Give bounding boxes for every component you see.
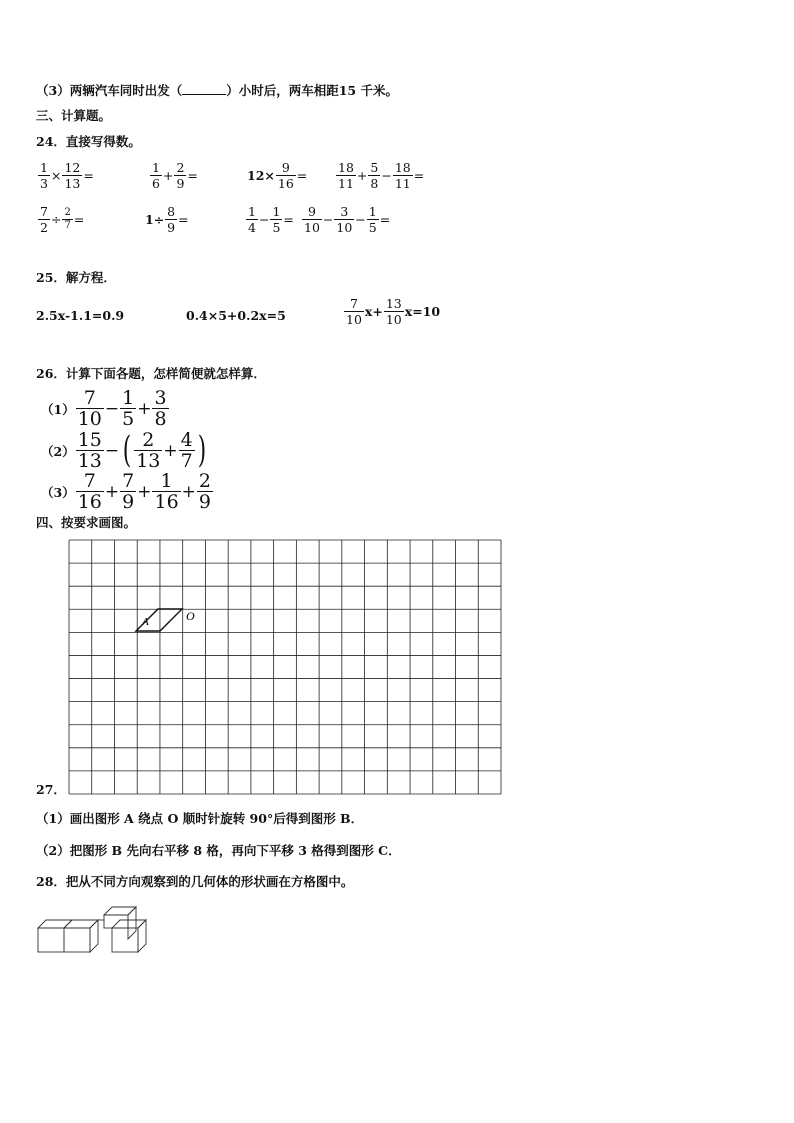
q24-r1a: $\frac{1}{3}$ × $\frac{12}{13}$ = [40,160,94,191]
q23-3-prefix: （3）两辆汽车同时出发（ [36,83,183,98]
fraction: $\frac{2}{13}$ [136,429,161,472]
fraction: $\frac{1}{5}$ [368,204,377,235]
fraction: $\frac{1}{4}$ [248,204,256,235]
point-o-label: O [186,609,195,623]
fraction: $\frac{7}{10}$ [346,296,362,327]
fraction: $\frac{1}{6}$ [152,160,160,191]
fraction: $\frac{1}{5}$ [272,204,281,235]
q28-title: 28．把从不同方向观察到的几何体的形状画在方格图中。 [36,874,354,889]
q25-title: 25．解方程． [36,270,116,285]
fraction: $\frac{5}{8}$ [370,160,379,191]
q26-title: 26．计算下面各题，怎样简便就怎样算． [36,366,266,381]
q24-r1d: $\frac{18}{11}$ + $\frac{5}{8}$ − $\frac{18}{11}$ = [338,160,425,191]
left-paren: ( [122,429,132,471]
fraction: $\frac{12}{13}$ [64,160,81,191]
q26-problem-3: （3） $\frac{7}{16}$ + $\frac{7}{9}$ + $\frac{1}{16}$ + $\frac{2}{9}$ [41,470,212,513]
section3-title: 三、计算题。 [36,108,112,123]
q23-3-suffix: ）小时后，两车相距15 千米。 [226,83,398,98]
fraction: $\frac{3}{8}$ [154,387,167,430]
shape-a-label: A [142,616,149,628]
q25-equation-3: $\frac{7}{10}$ x+ $\frac{13}{10}$ x=10 [346,296,441,327]
q27-number: 27． [36,782,66,797]
right-paren: ) [197,429,206,471]
fraction: $\frac{2}{7}$ [64,207,71,231]
fraction: $\frac{9}{10}$ [304,204,320,235]
q24-r1b: $\frac{1}{6}$ + $\frac{2}{9}$ = [152,160,198,191]
q24-r2c: $\frac{1}{4}$ − $\frac{1}{5}$ = [248,204,294,235]
fraction: $\frac{18}{11}$ [394,160,411,191]
q26-problem-2: （2） $\frac{15}{13}$ − ( $\frac{2}{13}$ + $\frac{4}{7}$ ) [41,429,206,472]
answer-blank[interactable] [182,82,226,95]
fraction: $\frac{4}{7}$ [180,429,193,472]
fraction: $\frac{1}{3}$ [40,160,48,191]
fraction: $\frac{15}{13}$ [77,429,102,472]
fraction: $\frac{9}{16}$ [277,160,294,191]
q24-r1c: 12× $\frac{9}{16}$ = [247,160,308,191]
q27-instruction-1: （1）画出图形 A 绕点 O 顺时针旋转 90°后得到图形 B． [36,811,364,826]
cube-stack-figure [36,902,156,956]
fraction: $\frac{1}{5}$ [122,387,135,430]
fraction: $\frac{18}{11}$ [338,160,354,191]
fraction: $\frac{7}{9}$ [122,470,135,513]
q24-r2a: $\frac{7}{2}$ ÷ $\frac{2}{7}$ = [40,204,85,235]
q25-equation-1: 2.5x-1.1=0.9 [36,308,125,323]
fraction: $\frac{1}{16}$ [154,470,179,513]
q24-title: 24．直接写得数。 [36,134,141,149]
q27-instruction-2: （2）把图形 B 先向右平移 8 格，再向下平移 3 格得到图形 C． [36,843,401,858]
q23-3-line [36,82,398,99]
fraction: $\frac{7}{10}$ [77,387,102,430]
fraction: $\frac{7}{16}$ [77,470,102,513]
q24-r2d: $\frac{9}{10}$ − $\frac{3}{10}$ − $\frac{1}{5}$ = [304,204,391,235]
section4-title: 四、按要求画图。 [36,515,137,530]
fraction: $\frac{3}{10}$ [336,204,353,235]
fraction: $\frac{2}{9}$ [198,470,212,513]
fraction: $\frac{2}{9}$ [176,160,185,191]
fraction: $\frac{13}{10}$ [385,296,402,327]
drawing-grid[interactable] [68,539,502,795]
fraction: $\frac{7}{2}$ [40,204,48,235]
fraction: $\frac{8}{9}$ [167,204,176,235]
q26-problem-1: （1） $\frac{7}{10}$ − $\frac{1}{5}$ + $\frac{3}{8}$ [41,387,167,430]
q25-equation-2: 0.4×5+0.2x=5 [186,308,286,323]
q24-r2b: 1÷ $\frac{8}{9}$ = [145,204,189,235]
